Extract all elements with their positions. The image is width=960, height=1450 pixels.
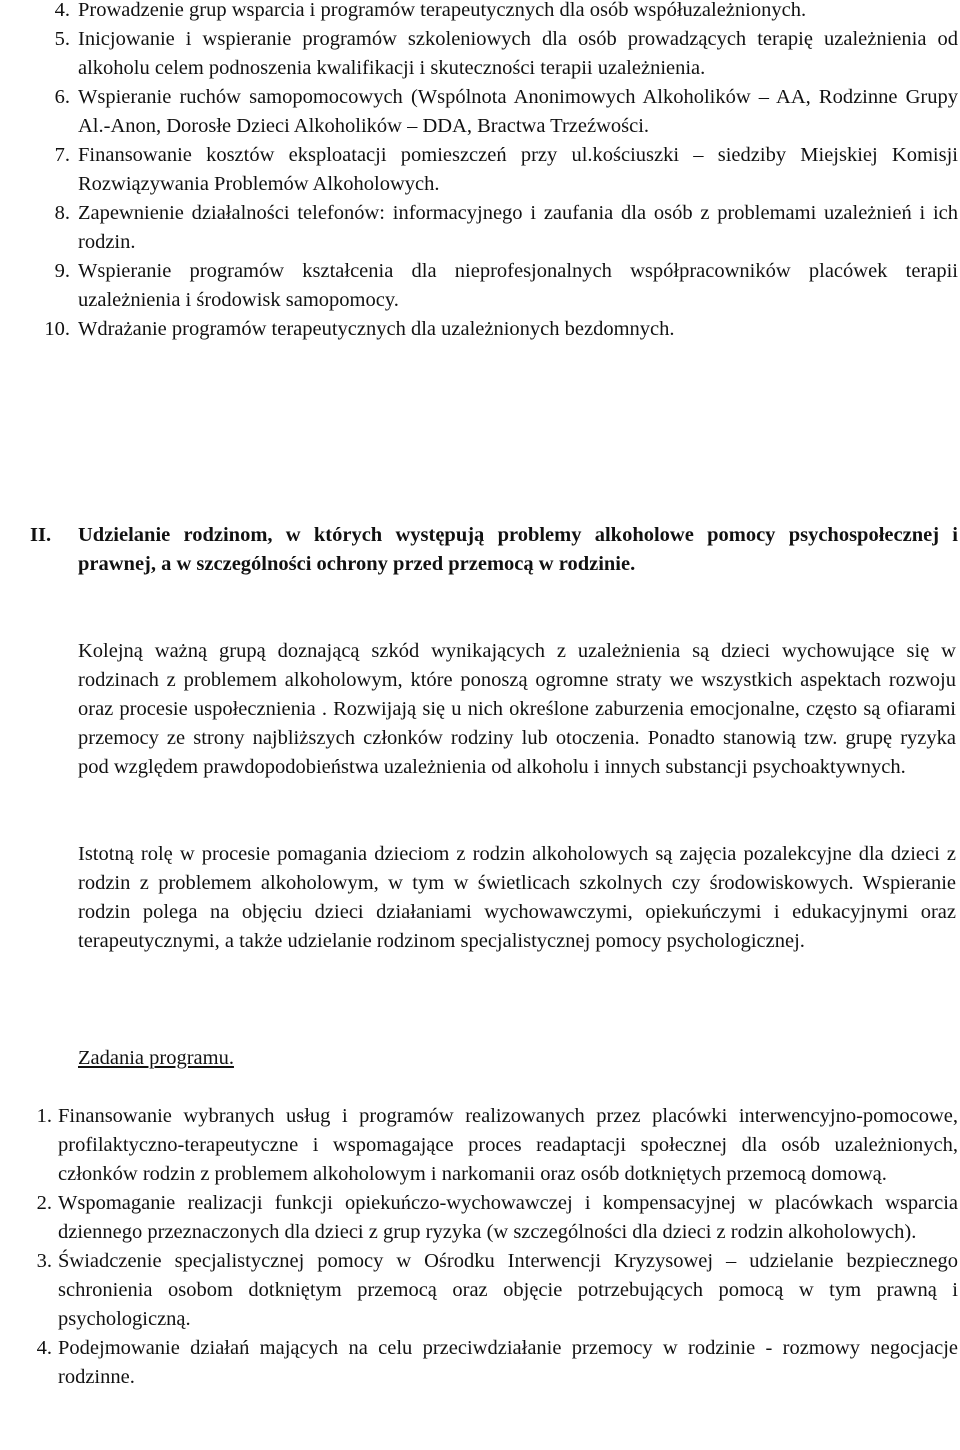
list-item — [0, 1334, 958, 1392]
list-number: 6. — [54, 86, 70, 108]
list-item — [0, 257, 958, 315]
list-text: Wspieranie ruchów samopomocowych (Wspólnota Anonimowych Alkoholików – AA, Rodzinne Grupy Al.-Anon, Dorosłe Dzieci Alkoholików – DDA, Bractwa Trzeźwości. — [78, 86, 958, 137]
list-text: Podejmowanie działań mających na celu przeciwdziałanie przemocy w rodzinie - rozmowy negocjacje rodzinne. — [58, 1337, 958, 1388]
list-text: Wdrażanie programów terapeutycznych dla uzależnionych bezdomnych. — [78, 318, 675, 340]
list-text: Świadczenie specjalistycznej pomocy w Ośrodku Interwencji Kryzysowej – udzielanie bezpiecznego schronienia osobom dotkniętym przemocą oraz objęcie potrzebujących pomocą w tym prawną i psychologiczną. — [58, 1250, 958, 1330]
list-item — [0, 141, 958, 199]
list-number: 4. — [36, 1337, 52, 1359]
list-text: Finansowanie kosztów eksploatacji pomieszczeń przy ul.kościuszki – siedziby Miejskiej Komisji Rozwiązywania Problemów Alkoholowych. — [78, 144, 958, 195]
list-item — [0, 25, 958, 83]
paragraph-1: Kolejną ważną grupą doznającą szkód wynikających z uzależnienia są dzieci wychowujące się w rodzinach z problemem alkoholowym, które ponoszą ogromne straty we wszystkich aspektach rozwoju oraz procesie uspołecznienia . Rozwijają się u nich określone zaburzenia emocjonalne, często są ofiarami przemocy ze strony najbliższych członków rodziny lub otoczenia. Ponadto stanowią tzw. grupę ryzyka pod względem prawdopodobieństwa uzależnienia od alkoholu i innych substancji psychoaktywnych. — [78, 640, 956, 778]
list-item — [0, 1102, 958, 1189]
tasks-list — [0, 1102, 958, 1392]
list-item — [0, 83, 958, 141]
list-text: Wspomaganie realizacji funkcji opiekuńczo-wychowawczej i kompensacyjnej w placówkach wsparcia dziennego przeznaczonych dla dzieci z grup ryzyka (w szczególności dla dzieci z rodzin alkoholowych). — [58, 1192, 958, 1243]
list-text: Zapewnienie działalności telefonów: informacyjnego i zaufania dla osób z problemami uzależnień i ich rodzin. — [78, 202, 958, 253]
list-number: 1. — [36, 1105, 52, 1127]
tasks-heading: Zadania programu. — [78, 1047, 234, 1069]
list-number: 8. — [54, 202, 70, 224]
list-text: Wspieranie programów kształcenia dla nieprofesjonalnych współpracowników placówek terapii uzależnienia i środowisk samopomocy. — [78, 260, 958, 311]
section-heading — [0, 521, 958, 579]
section-number: II. — [30, 524, 52, 546]
list-number: 2. — [36, 1192, 52, 1214]
list-item — [0, 315, 958, 344]
section-title: Udzielanie rodzinom, w których występują problemy alkoholowe pomocy psychospołecznej i prawnej, a w szczególności ochrony przed przemocą w rodzinie. — [78, 524, 958, 575]
list-top — [0, 0, 958, 344]
list-text: Inicjowanie i wspieranie programów szkoleniowych dla osób prowadzących terapię uzależnienia od alkoholu celem podnoszenia kwalifikacji i skuteczności terapii uzależnienia. — [78, 28, 958, 79]
list-item — [0, 199, 958, 257]
list-number: 10. — [44, 318, 70, 340]
list-text: Finansowanie wybranych usług i programów realizowanych przez placówki interwencyjno-pomocowe, profilaktyczno-terapeutyczne i wspomagające proces readaptacji społecznej dla osób uzależnionych, członków rodzin z problemem alkoholowym i narkomanii oraz osób dotkniętych przemocą domową. — [58, 1105, 958, 1185]
list-number: 4. — [54, 0, 70, 21]
list-item — [0, 1247, 958, 1334]
list-number: 7. — [54, 144, 70, 166]
list-text: Prowadzenie grup wsparcia i programów terapeutycznych dla osób współuzależnionych. — [78, 0, 807, 21]
list-number: 9. — [54, 260, 70, 282]
list-item — [0, 1189, 958, 1247]
list-number: 5. — [54, 28, 70, 50]
paragraph-2: Istotną rolę w procesie pomagania dzieciom z rodzin alkoholowych są zajęcia pozalekcyjne dla dzieci z rodzin z problemem alkoholowym, w tym w świetlicach szkolnych czy środowiskowych. Wspieranie rodzin polega na objęciu dzieci działaniami wychowawczymi, opiekuńczymi i edukacyjnymi oraz terapeutycznymi, a także udzielanie rodzinom specjalistycznej pomocy psychologicznej. — [78, 843, 956, 952]
list-number: 3. — [36, 1250, 52, 1272]
list-item — [0, 0, 958, 25]
